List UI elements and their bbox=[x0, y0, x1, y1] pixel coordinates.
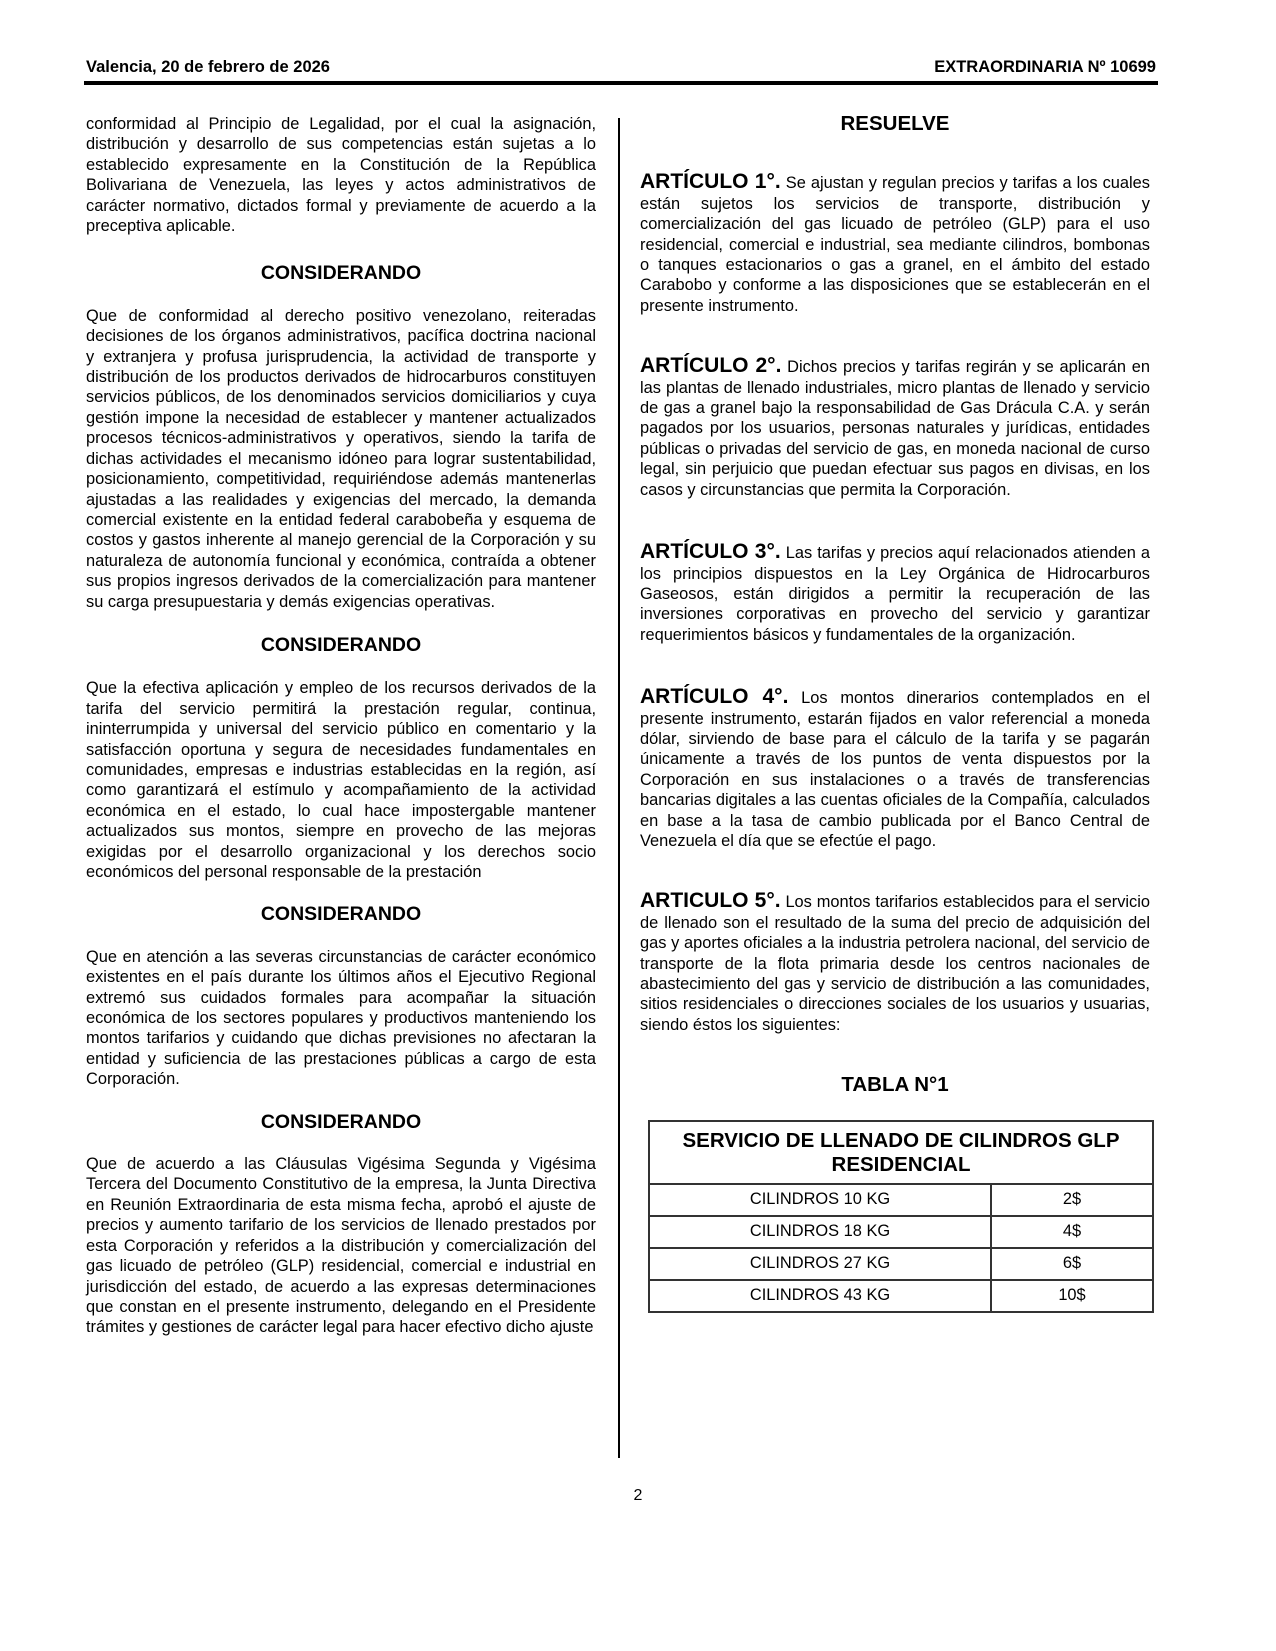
article-label: ARTÍCULO 3°. bbox=[640, 540, 781, 564]
section-heading: CONSIDERANDO bbox=[260, 903, 422, 926]
article-text: Los montos dinerarios contemplados en el presente instrumento, estarán fijados en valor referencial a moneda dólar, sirviendo de base para el cálculo de la tarifa y se pagarán únicamente a través de los puntos de venta dispuestos por la Corporación en sus instalaciones o a través de transferencias bancarias digitales a las cuentas oficiales de la Compañía, calculados en base a la tasa de cambio publicada por el Banco Central de Venezuela el día que se efectúe el pago. bbox=[640, 689, 1151, 850]
page-number: 2 bbox=[633, 1487, 643, 1504]
table-header-row bbox=[649, 1121, 1153, 1184]
section-heading: CONSIDERANDO bbox=[260, 633, 422, 656]
cylinder-size: CILINDROS 10 KG bbox=[649, 1184, 991, 1216]
cylinder-size: CILINDROS 43 KG bbox=[649, 1280, 991, 1312]
section-heading: CONSIDERANDO bbox=[260, 262, 422, 285]
article-3 bbox=[640, 542, 1150, 645]
article-label: ARTICULO 5°. bbox=[640, 889, 781, 913]
table-header: SERVICIO DE LLENADO DE CILINDROS GLP RESIDENCIAL bbox=[649, 1121, 1153, 1184]
cylinder-price: 4$ bbox=[991, 1216, 1153, 1248]
table-row bbox=[649, 1216, 1153, 1248]
article-label: ARTÍCULO 2°. bbox=[640, 354, 782, 378]
article-5 bbox=[640, 891, 1150, 1035]
section-text: Que de conformidad al derecho positivo venezolano, reiteradas decisiones de los órganos administrativos, pacífica doctrina nacional y extranjera y profusa jurisprudencia, la actividad de transporte y distribución de los productos derivados de hidrocarburos constituyen servicios públicos, de los denominados servicios domiciliarios y cuya gestión impone la necesidad de establecer y mantener actualizados procesos técnicos-administrativos y operativos, siendo la tarifa de dichas actividades el mecanismo idóneo para lograr sustentabilidad, posicionamiento, competitividad, requiriéndose además mantenerlas ajustadas a las realidades y exigencias del mercado, la demanda comercial existente en la entidad federal carabobeña y esquema de costos y gastos inherente al manejo gerencial de la Corporación y su naturaleza de autonomía funcional y económica, contraída a obtener sus propios ingresos derivados de la comercialización para mantener su carga presupuestaria y demás exigencias operativas. bbox=[86, 306, 596, 611]
article-1 bbox=[640, 172, 1150, 316]
section-text: Que la efectiva aplicación y empleo de los recursos derivados de la tarifa del servicio permitirá la prestación regular, continua, ininterrumpida y universal del servicio público en comentario y la satisfacción oportuna y segura de necesidades fundamentales en comunidades, empresas e industrias establecidas en la región, así como garantizará el estímulo y acompañamiento de la actividad económica en el estado, lo cual hace impostergable mantener actualizados sus montos, siempre en provecho de las mejoras exigidas por el desarrollo organizacional y los derechos socio económicos del personal responsable de la prestación bbox=[86, 679, 596, 881]
resuelve-heading: RESUELVE bbox=[840, 112, 950, 135]
table-title: TABLA N°1 bbox=[841, 1073, 949, 1097]
article-text: Se ajustan y regulan precios y tarifas a los cuales están sujetos los servicios de transporte, distribución y comercialización del gas licuado de petróleo (GLP) para el uso residencial, comercial e industrial, sea mediante cilindros, bombonas o tanques estacionarios o gas a granel, en el ámbito del estado Carabobo y conforme a las disposiciones que se establecerán en el presente instrumento. bbox=[640, 174, 1150, 315]
table-row bbox=[649, 1184, 1153, 1216]
header-issue-number: EXTRAORDINARIA Nº 10699 bbox=[934, 58, 1156, 76]
section-heading: CONSIDERANDO bbox=[260, 1110, 422, 1133]
table-row bbox=[649, 1280, 1153, 1312]
cylinder-price: 10$ bbox=[991, 1280, 1153, 1312]
page-header bbox=[86, 58, 1156, 80]
table-row bbox=[649, 1248, 1153, 1280]
header-rule bbox=[84, 81, 1158, 85]
section-text: Que de acuerdo a las Cláusulas Vigésima Segunda y Vigésima Tercera del Documento Constitutivo de la empresa, la Junta Directiva en Reunión Extraordinaria de esta misma fecha, aprobó el ajuste de precios y aumento tarifario de los servicios de llenado prestados por esta Corporación y referidos a la distribución y comercialización del gas licuado de petróleo (GLP) residencial, comercial e industrial en jurisdicción del estado, de acuerdo a las expresas determinaciones que constan en el presente instrumento, delegando en el Presidente trámites y gestiones de carácter legal para hacer efectivo dicho ajuste bbox=[86, 1155, 596, 1337]
column-divider bbox=[618, 118, 620, 1458]
article-text: Los montos tarifarios establecidos para el servicio de llenado son el resultado de la suma del precio de adquisición del gas y aportes oficiales a la industria petrolera nacional, del servicio de transporte de la flota primaria desde los centros nacionales de abastecimiento del gas y servicio de distribución a las comunidades, sitios residenciales o direcciones sociales de los usuarios y usuarias, siendo éstos los siguientes: bbox=[640, 893, 1150, 1034]
header-place-date: Valencia, 20 de febrero de 2026 bbox=[86, 58, 330, 76]
article-text: Dichos precios y tarifas regirán y se aplicarán en las plantas de llenado industriales, micro plantas de llenado y servicio de gas a granel bajo la responsabilidad de Gas Drácula C.A. y serán pagados por los usuarios, personas naturales y jurídicas, entidades públicas o privadas del servicio de gas, en moneda nacional de curso legal, sin perjuicio que puedan efectuar sus pagos en divisas, en los casos y circunstancias que permita la Corporación. bbox=[640, 358, 1150, 499]
cylinder-size: CILINDROS 27 KG bbox=[649, 1248, 991, 1280]
left-column bbox=[86, 114, 596, 1338]
intro-paragraph: conformidad al Principio de Legalidad, por el cual la asignación, distribución y desarrollo de sus competencias están sujetas a lo establecido expresamente en la Constitución de la República Bolivariana de Venezuela, las leyes y actos administrativos de carácter normativo, dictados formal y previamente de acuerdo a la preceptiva aplicable. bbox=[86, 115, 596, 236]
tariff-table bbox=[648, 1120, 1154, 1313]
cylinder-size: CILINDROS 18 KG bbox=[649, 1216, 991, 1248]
article-2 bbox=[640, 356, 1150, 500]
cylinder-price: 6$ bbox=[991, 1248, 1153, 1280]
article-4 bbox=[640, 687, 1150, 851]
article-text: Las tarifas y precios aquí relacionados atienden a los principios dispuestos en la Ley Orgánica de Hidrocarburos Gaseosos, están dirigidos a permitir la recuperación de las inversiones corporativas en provecho del servicio y garantizar requerimientos básicos y fundamentales de la organización. bbox=[640, 544, 1151, 644]
cylinder-price: 2$ bbox=[991, 1184, 1153, 1216]
article-label: ARTÍCULO 4°. bbox=[640, 685, 789, 709]
right-column bbox=[640, 114, 1150, 1313]
article-label: ARTÍCULO 1°. bbox=[640, 170, 781, 194]
section-text: Que en atención a las severas circunstancias de carácter económico existentes en el país durante los últimos años el Ejecutivo Regional extremó sus cuidados formales para acompañar la situación económica de los sectores populares y productivos manteniendo los montos tarifarios y cuidando que dichas previsiones no afectaran la entidad y suficiencia de las prestaciones públicas a cargo de esta Corporación. bbox=[86, 947, 596, 1089]
